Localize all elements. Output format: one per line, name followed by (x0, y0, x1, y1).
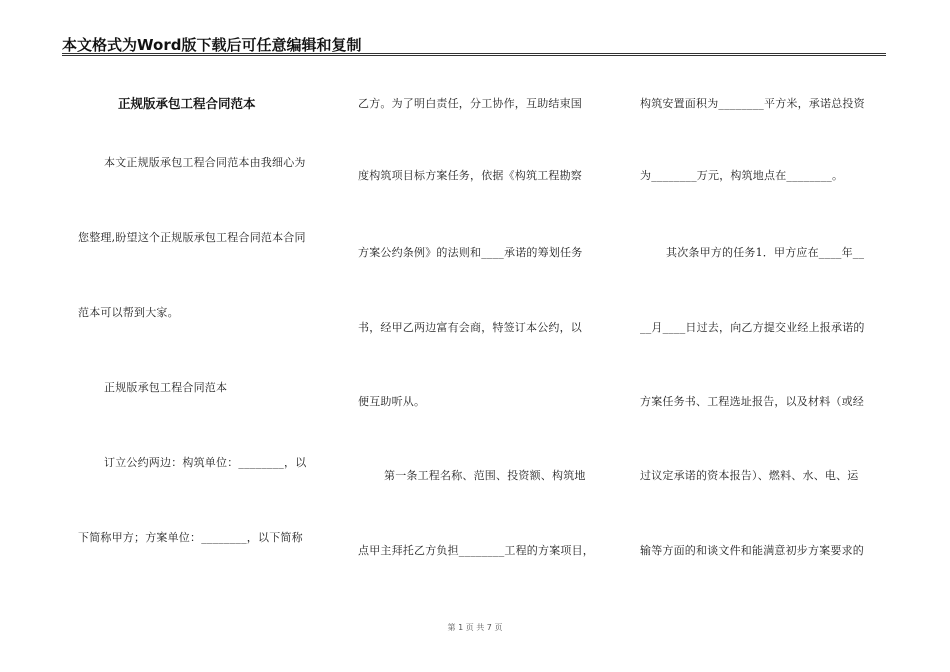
body-line: 范本可以帮到大家。 (78, 306, 179, 319)
body-line: 下简称甲方；方案单位：________，以下简称 (78, 531, 303, 544)
body-line: 为________万元，构筑地点在________。 (640, 169, 844, 182)
document-title: 正规版承包工程合同范本 (118, 96, 256, 111)
column-1 (78, 0, 328, 672)
body-line: __月____日过去，向乙方提交业经上报承诺的 (640, 321, 865, 334)
body-line: 您整理,盼望这个正规版承包工程合同范本合同 (78, 231, 306, 244)
body-line: 便互助听从。 (358, 395, 426, 408)
body-line: 过议定承诺的资本报告）、燃料、水、电、运 (640, 469, 859, 482)
body-line: 点甲主拜托乙方负担________工程的方案项目， (358, 544, 594, 557)
body-line: 第一条工程名称、范围、投资额、构筑地 (384, 469, 586, 482)
body-line: 方案公约条例》的法则和____承诺的筹划任务 (358, 246, 583, 259)
column-3 (640, 0, 890, 672)
body-line: 其次条甲方的任务1．甲方应在____年__ (666, 246, 865, 259)
body-line: 订立公约两边：构筑单位：________，以 (104, 456, 307, 469)
body-line: 构筑安置面积为________平方米，承诺总投资 (640, 97, 865, 110)
body-line: 度构筑项目标方案任务，依据《构筑工程勘察 (358, 169, 582, 182)
body-line: 输等方面的和谈文件和能满意初步方案要求的 (640, 544, 864, 557)
column-2 (358, 0, 608, 672)
body-line: 方案任务书、工程选址报告，以及材料（或经 (640, 395, 864, 408)
section-heading: 正规版承包工程合同范本 (104, 381, 228, 394)
body-line: 书，经甲乙两边富有会商，特签订本公约，以 (358, 321, 582, 334)
page-number: 第 1 页 共 7 页 (447, 623, 503, 632)
body-line: 本文正规版承包工程合同范本由我细心为 (104, 156, 306, 169)
body-line: 乙方。为了明白责任，分工协作，互助结束国 (358, 97, 582, 110)
document-banner: 本文格式为Word版下载后可任意编辑和复制 (62, 36, 362, 54)
